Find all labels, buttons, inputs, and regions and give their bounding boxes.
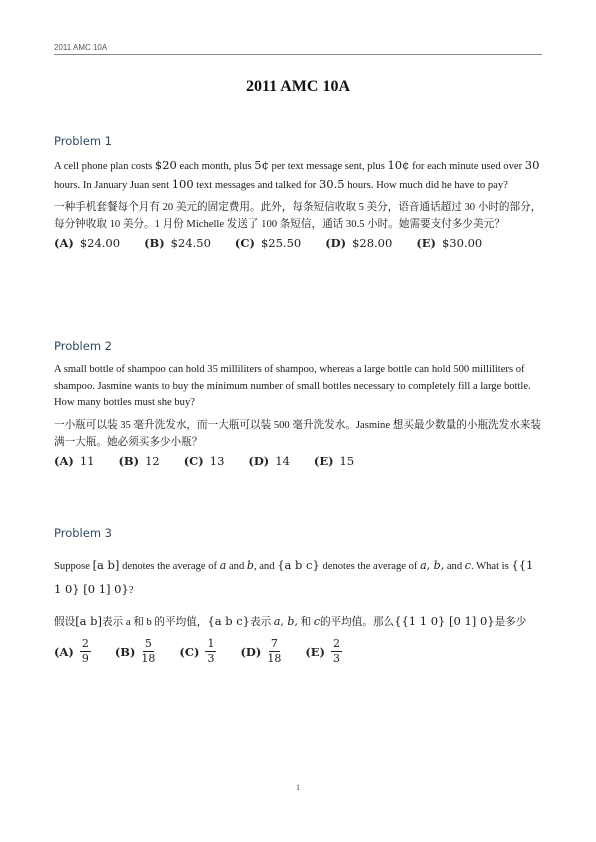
choice-e: (E) $\frac{2}{3}$: [305, 637, 340, 665]
problem-statement-cn: 一小瓶可以装 35 毫升洗发水，而一大瓶可以装 500 毫升洗发水。Jasmine 想买最少数量的小瓶洗发水来装满一大瓶。她必须买多少小瓶？: [54, 419, 542, 448]
answer-choices: [54, 454, 542, 468]
choice-c: (C) $\frac{1}{3}$: [179, 637, 215, 665]
choice-b: (B) $\frac{5}{18}$: [114, 637, 156, 665]
document-title: 2011 AMC 10A: [246, 78, 350, 95]
problem-3: [54, 526, 542, 665]
choice-d: (D) $28.00: [325, 236, 393, 250]
page-number: 1: [296, 783, 300, 792]
choice-b: (B) $24.50: [144, 236, 211, 250]
problem-statement-en: A cell phone plan costs $20 each month, plus 5¢ per text message sent, plus 10¢ for each minute used over 30 hours. In January Juan sent 100 text messages and talked for 30.5 hours. How much did he have to pay?: [54, 158, 540, 191]
header-rule: [54, 54, 542, 55]
fraction: $\frac{2}{3}$: [332, 637, 340, 665]
fraction: $\frac{5}{18}$: [141, 637, 156, 665]
running-head: 2011 AMC 10A: [54, 43, 108, 52]
problem-statement-cn: 假设[a b]表示 a 和 b 的平均值，{a b c}表示 a, b, 和 c的平均值。那么{{1 1 0} [0 1] 0}是多少: [54, 614, 527, 628]
fraction: $\frac{1}{3}$: [207, 637, 215, 665]
problem-1: [54, 134, 542, 250]
answer-choices: [54, 236, 542, 250]
fraction: $\frac{2}{9}$: [81, 637, 89, 665]
choice-e: (E) 15: [313, 453, 355, 468]
problem-heading: Problem 3: [54, 526, 112, 540]
choice-d: (D) 14: [248, 453, 290, 468]
problem-statement-cn: 一种手机套餐每个月有 20 美元的固定费用。此外，每条短信收取 5 美分，语音通话超过 30 小时的部分，每分钟收取 10 美分。1 月份 Michelle 发送了 100 条短信，通话 30.5 小时。她需要支付多少美元？: [54, 202, 542, 230]
choice-d: (D) $\frac{7}{18}$: [240, 637, 282, 665]
problem-2: [54, 339, 542, 468]
fraction: $\frac{7}{18}$: [267, 637, 282, 665]
problem-heading: Problem 2: [54, 339, 112, 353]
choice-c: (C) $25.50: [234, 236, 302, 250]
problem-statement-en: Suppose [a b] denotes the average of a and b, and {a b c} denotes the average of a, b, and c. What is {{1 1 0} [0 1] 0}?: [54, 558, 534, 596]
choice-c: (C) 13: [183, 453, 225, 468]
choice-a: (A) $\frac{2}{9}$: [54, 637, 89, 665]
choice-a: (A) 11: [54, 453, 95, 468]
problem-heading: Problem 1: [54, 134, 112, 148]
choice-e: (E) $30.00: [416, 236, 483, 250]
answer-choices: [54, 638, 542, 665]
problem-statement-en: A small bottle of shampoo can hold 35 milliliters of shampoo, whereas a large bottle can hold 500 milliliters of shampoo. Jasmine wants to buy the minimum number of small bottles necessary to completely fill a large bottle. How many bottles must she buy?: [54, 364, 531, 408]
choice-a: (A) $24.00: [54, 236, 121, 250]
choice-b: (B) 12: [118, 453, 160, 468]
